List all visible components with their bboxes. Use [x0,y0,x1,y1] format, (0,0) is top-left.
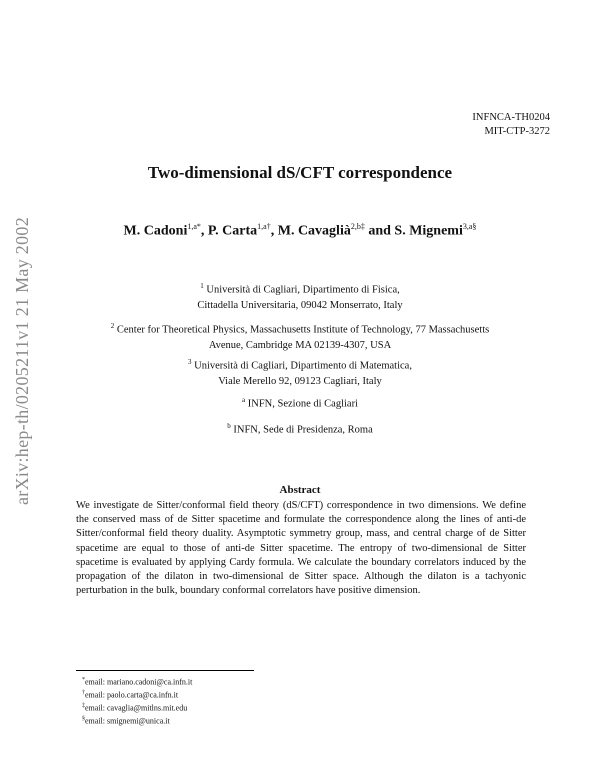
affiliation-line: Viale Merello 92, 09123 Cagliari, Italy [218,375,382,387]
abstract-heading: Abstract [279,484,321,496]
affiliation-line: Cittadella Universitaria, 09042 Monserrato, Italy [197,299,403,311]
affiliation-line: INFN, Sede di Presidenza, Roma [233,424,373,436]
preprint-number: INFNCA-TH0204 [472,112,550,123]
affiliation [60,279,540,313]
affiliation-line: Università di Cagliari, Dipartimento di Fisica, [206,284,400,296]
paper-title: Two-dimensional dS/CFT correspondence [147,163,453,182]
footnote-text: email: smignemi@unica.it [85,717,170,727]
affiliation-line: Università di Cagliari, Dipartimento di Matematica, [194,360,412,372]
footnote-mark: * [82,677,85,683]
author-name: S. Mignemi [394,223,463,239]
author-name: M. Cavaglià [277,223,351,239]
author-affiliation-mark: 3,a§ [462,222,477,231]
footnote-mark: ‡ [82,703,85,710]
footnote-text: email: mariano.cadoni@ca.infn.it [85,677,193,687]
affiliation-mark: a [242,396,246,404]
author-list [0,222,600,240]
author-name: M. Cadoni [123,223,188,239]
footnote [82,688,192,701]
footnote-text: email: paolo.carta@ca.infn.it [85,690,179,700]
affiliation-mark: 2 [110,322,115,330]
footnote [82,701,192,714]
footnote-text: email: cavaglia@mitlns.mit.edu [85,703,188,713]
abstract-text: We investigate de Sitter/conformal field theory (dS/CFT) correspondence in two dimensions. We define the conserved mass of de Sitter spacetime and formulate the correspondence along the lines of anti-de Sitter/conformal field theory duality. Asymptotic symmetry group, mass, and central charge of de Sitter spacetime are equal to those of anti-de Sitter spacetime. The entropy of two-dimensional de Sitter spacetime is evaluated by applying Cardy formula. We calculate the boundary correlators induced by the propagation of the dilaton in two-dimensional de Sitter space. Although the dilaton is a tachyonic perturbation in the bulk, boundary conformal correlators have positive dimension. [76,500,526,597]
affiliation [60,393,540,412]
author-separator: , [200,223,208,239]
preprint-numbers [472,111,550,139]
affiliation [60,355,540,389]
footnote-mark: † [82,690,85,697]
author-affiliation-mark: 2,b‡ [350,222,365,231]
author-name: P. Carta [207,223,258,239]
affiliation-mark: 3 [188,358,192,366]
affiliation-mark: b [227,422,231,430]
footnote-rule [76,670,254,671]
affiliation [40,319,560,353]
author-affiliation-mark: 1,a† [257,222,271,231]
affiliation-line: Avenue, Cambridge MA 02139-4307, USA [208,339,392,351]
affiliation-line: INFN, Sezione di Cagliari [247,398,358,410]
author-affiliation-mark: 1,a* [187,222,201,231]
affiliation-line: Center for Theoretical Physics, Massachusetts Institute of Technology, 77 Massachusetts [116,324,490,336]
arxiv-stamp [6,205,36,525]
affiliation [60,419,540,438]
footnotes [82,675,192,728]
arxiv-stamp-text: arXiv:hep-th/0205211v1 21 May 2002 [12,217,32,505]
footnote [82,714,192,727]
affiliation-mark: 1 [200,282,204,290]
footnote [82,675,192,688]
author-separator: and [364,223,395,239]
author-separator: , [270,223,278,239]
footnote-mark: § [82,716,85,723]
preprint-number: MIT-CTP-3272 [484,126,550,137]
